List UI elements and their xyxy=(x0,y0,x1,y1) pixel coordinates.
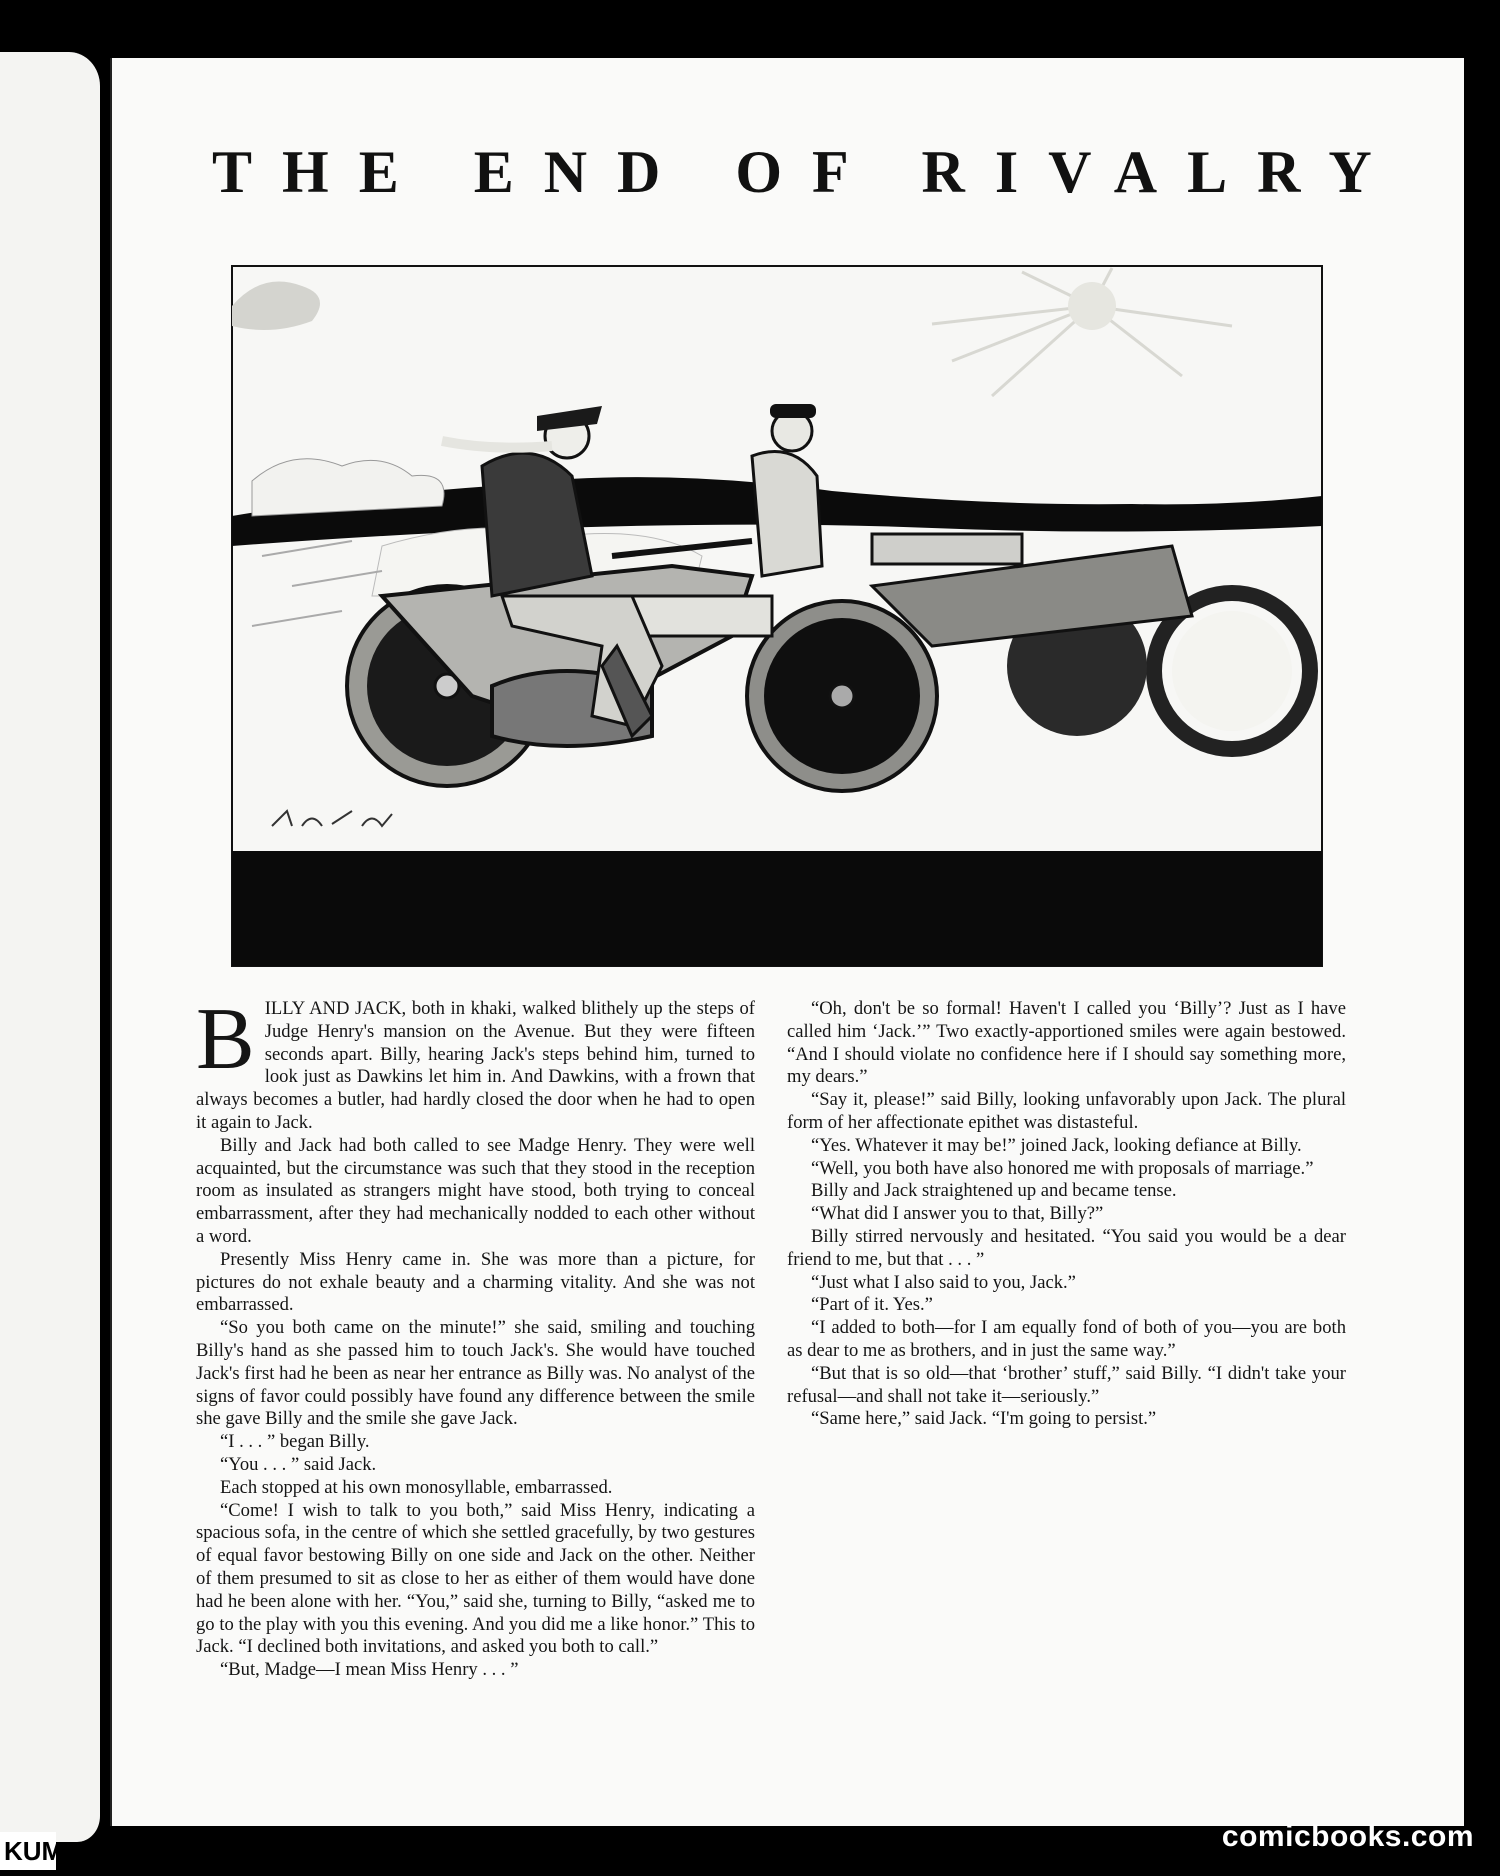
article-title: THE END OF RIVALRY xyxy=(212,139,1402,205)
paragraph: “Same here,” said Jack. “I'm going to persist.” xyxy=(811,1408,1157,1430)
drop-cap: B xyxy=(196,991,255,1088)
paragraph: “Come! I wish to talk to you both,” said Miss Henry, indicating a spacious sofa, in the centre of which she settled gracefully, by two gestures of equal favor bestowing Billy on one side and Jack on the other. Neither of them presumed to sit as close to her as either of them would have done had he been alone with her. “You,” said she, turning to Billy, “asked me to go to the play with you this evening. And you did me a like honor.” This to Jack. “I declined both invitations, and asked you both to call.” xyxy=(196,1499,755,1658)
paragraph: “Say it, please!” said Billy, looking unfavorably upon Jack. The plural form of her affectionate epithet was distasteful. xyxy=(787,1089,1346,1133)
paragraph: “I . . . ” began Billy. xyxy=(220,1431,370,1453)
lead-in: ILLY AND JACK, xyxy=(264,998,407,1019)
paragraph: “Part of it. Yes.” xyxy=(811,1294,933,1316)
paragraph-opening xyxy=(196,991,755,1135)
paragraph: Presently Miss Henry came in. She was more than a picture, for pictures do not exhale beauty and a charming vitality. And she was not embarrassed. xyxy=(196,1248,755,1316)
corner-tag: KUM xyxy=(0,1832,56,1870)
paragraph: “But that is so old—that ‘brother’ stuff,” said Billy. “I didn't take your refusal—and shall not take it—seriously.” xyxy=(787,1362,1346,1407)
paragraph: “You . . . ” said Jack. xyxy=(220,1453,377,1475)
paragraph: “Yes. Whatever it may be!” joined Jack, looking defiance at Billy. xyxy=(811,1134,1302,1156)
motorcycle-illustration xyxy=(232,266,1322,966)
paragraph: Billy and Jack had both called to see Madge Henry. They were well acquainted, but the circumstance was such that they stood in the reception room as insulated as strangers might have stood, both trying to conceal embarrassment, after they had mechanically nodded to each other without a word. xyxy=(196,1134,755,1247)
site-watermark: comicbooks.com xyxy=(1221,1820,1474,1853)
paragraph: “But, Madge—I mean Miss Henry . . . ” xyxy=(220,1659,519,1681)
paragraph: Billy stirred nervously and hesitated. “You said you would be a dear friend to me, but that . . . ” xyxy=(787,1225,1346,1270)
paragraph: Billy and Jack straightened up and became tense. xyxy=(811,1180,1177,1202)
paragraph: “Well, you both have also honored me with proposals of marriage.” xyxy=(811,1157,1314,1179)
paragraph: “So you both came on the minute!” she said, smiling and touching Billy's hand as she passed him to touch Jack's. She would have touched Jack's first had he been as near her entrance as Billy was. No analyst of the signs of favor could possibly have found any difference between the smile she gave Billy and the smile she gave Jack. xyxy=(196,1317,755,1430)
paragraph: “Just what I also said to you, Jack.” xyxy=(811,1271,1076,1293)
paragraph: “I added to both—for I am equally fond of both of you—you are both as dear to me as brothers, and in just the same way.” xyxy=(787,1317,1346,1361)
paragraph-text: both in khaki, walked blithely up the steps of Judge Henry's mansion on the Avenue. But they were fifteen seconds apart. Billy, hearing Jack's steps behind him, turned to look just as Dawkins let him in. And Dawkins, with a frown that always becomes a butler, had hardly closed the door when he had to open it again to Jack. xyxy=(196,998,755,1133)
previous-page-edge xyxy=(0,52,103,1842)
magazine-page xyxy=(110,58,1464,1826)
article-body xyxy=(196,991,1346,1688)
paragraph: Each stopped at his own monosyllable, embarrassed. xyxy=(220,1476,613,1498)
paragraph: “Oh, don't be so formal! Haven't I called you ‘Billy’? Just as I have called him ‘Jack.’” Two exactly-apportioned smiles were again bestowed. “And I should violate no confidence here if I should say something more, my dears.” xyxy=(787,998,1346,1088)
paragraph: “What did I answer you to that, Billy?” xyxy=(811,1203,1104,1225)
